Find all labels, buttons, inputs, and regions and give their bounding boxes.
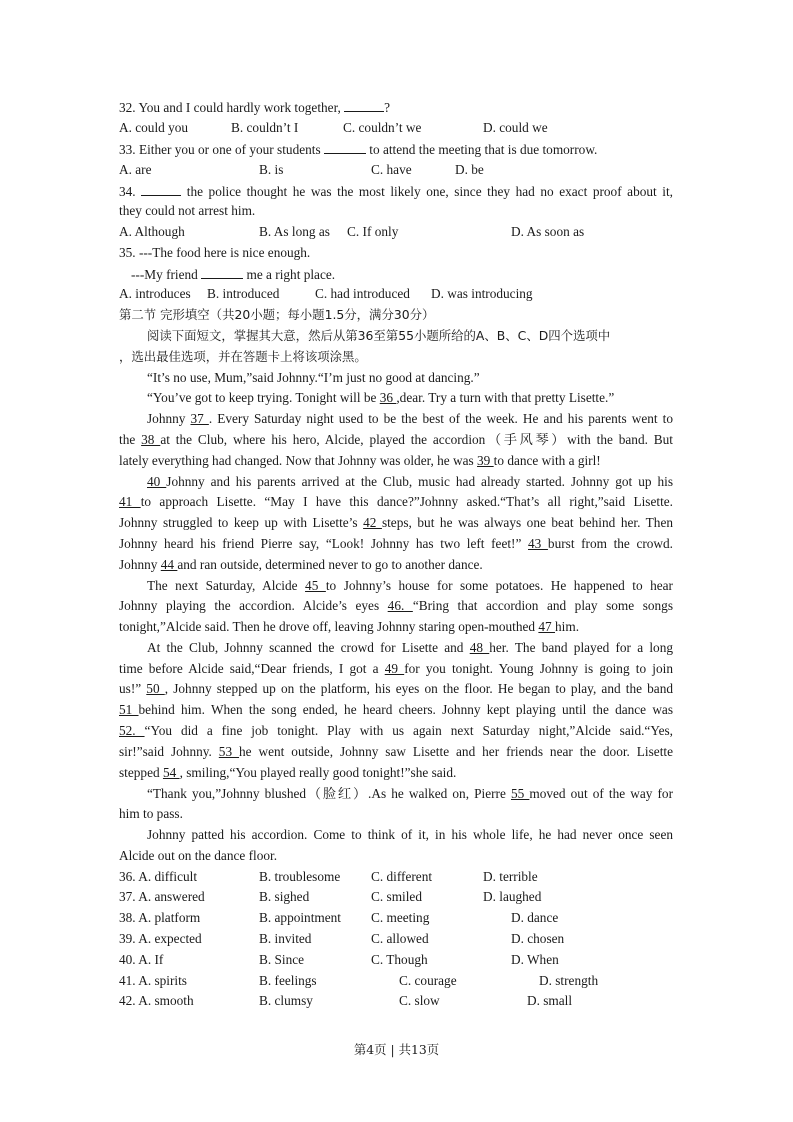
passage-line: sir!”said Johnny. 53 he went outside, Johnny saw Lisette and her friends near the door. Lisette <box>119 744 673 759</box>
option-row-36: 36. A. difficult <box>119 869 198 884</box>
passage-line: Johnny struggled to keep up with Lisette’s 42 steps, but he was always one beat behind her. Then <box>119 515 674 530</box>
passage-line: 51 behind him. When the song ended, he heard cheers. Johnny kept playing until the dance was <box>119 702 673 717</box>
option: B. Since <box>259 952 305 967</box>
option: C. have <box>371 162 412 177</box>
option-row-40: 40. A. If <box>119 952 164 967</box>
option: B. invited <box>259 931 312 946</box>
option: A. are <box>119 162 152 177</box>
section-title: 第二节 完形填空（共20小题；每小题1.5分，满分30分） <box>119 307 435 322</box>
passage-line: Johnny heard his friend Pierre say, “Look! Johnny has two left feet!” 43 burst from the crowd. <box>119 536 674 551</box>
passage-line: lately everything had changed. Now that Johnny was older, he was 39 to dance with a girl! <box>119 453 601 468</box>
option: C. courage <box>399 973 457 988</box>
option: B. troublesome <box>259 869 341 884</box>
answer-blank <box>201 266 243 279</box>
passage-line: stepped 54 , smiling,“You played really good tonight!”she said. <box>119 765 457 780</box>
option: C. allowed <box>371 931 429 946</box>
passage-line: Johnny 37 . Every Saturday night used to be the best of the week. He and his parents went to <box>147 411 673 426</box>
passage-line: him to pass. <box>119 806 183 821</box>
section-instructions: 阅读下面短文，掌握其大意，然后从第36至第55小题所给的A、B、C、D四个选项中 <box>147 328 611 343</box>
option: B. As long as <box>259 224 330 239</box>
passage-line: The next Saturday, Alcide 45 to Johnny’s house for some potatoes. He happened to hear <box>147 578 673 593</box>
option: C. different <box>371 869 433 884</box>
answer-blank <box>344 99 384 112</box>
question-35-reply: ---My friend me a right place. <box>131 267 336 282</box>
option: B. appointment <box>259 910 341 925</box>
passage-line: At the Club, Johnny scanned the crowd for Lisette and 48 her. The band played for a long <box>147 640 674 655</box>
option: D. terrible <box>483 869 538 884</box>
passage-line: “Thank you,”Johnny blushed（脸红）.As he walked on, Pierre 55 moved out of the way for <box>147 786 674 801</box>
option: C. If only <box>347 224 399 239</box>
option-row-41: 41. A. spirits <box>119 973 187 988</box>
answer-blank <box>141 183 181 196</box>
option: D. was introducing <box>431 286 533 301</box>
option: B. introduced <box>207 286 280 301</box>
passage-line: us!” 50 , Johnny stepped up on the platform, his eyes on the floor. He began to play, and the band <box>119 681 673 696</box>
passage-line: tonight,”Alcide said. Then he drove off, leaving Johnny staring open-mouthed 47 him. <box>119 619 580 634</box>
option: D. When <box>511 952 559 967</box>
question-34: 34. the police thought he was the most likely one, since they had no exact proof about it, <box>119 184 673 199</box>
option: D. strength <box>539 973 599 988</box>
passage-line: Alcide out on the dance floor. <box>119 848 278 863</box>
option: B. feelings <box>259 973 317 988</box>
option: C. Though <box>371 952 428 967</box>
option: C. couldn’t we <box>343 120 422 135</box>
passage-line: 40 Johnny and his parents arrived at the Club, music had already started. Johnny got up his <box>147 474 673 489</box>
passage-line: “You’ve got to keep trying. Tonight will be 36 ,dear. Try a turn with that pretty Lisette.” <box>147 390 615 405</box>
option: A. introduces <box>119 286 191 301</box>
section-instructions-cont: ，选出最佳选项，并在答题卡上将该项涂黑。 <box>119 349 367 364</box>
question-33: 33. Either you or one of your students to attend the meeting that is due tomorrow. <box>119 142 598 157</box>
passage-line: Johnny playing the accordion. Alcide’s eyes 46. “Bring that accordion and play some songs <box>119 598 673 613</box>
option: C. slow <box>399 993 440 1008</box>
option: D. laughed <box>483 889 542 904</box>
option: B. couldn’t I <box>231 120 299 135</box>
option-row-38: 38. A. platform <box>119 910 201 925</box>
question-34-cont: they could not arrest him. <box>119 203 256 218</box>
option: C. smiled <box>371 889 422 904</box>
question-35: 35. ---The food here is nice enough. <box>119 245 311 260</box>
option: D. be <box>455 162 484 177</box>
page-footer: 第4页 | 共13页 <box>353 1042 440 1057</box>
option: B. clumsy <box>259 993 313 1008</box>
option-row-39: 39. A. expected <box>119 931 202 946</box>
option: B. is <box>259 162 284 177</box>
option: D. small <box>527 993 573 1008</box>
passage-line: “It’s no use, Mum,”said Johnny.“I’m just no good at dancing.” <box>147 370 480 385</box>
option: D. could we <box>483 120 548 135</box>
option-row-42: 42. A. smooth <box>119 993 194 1008</box>
passage-line: time before Alcide said,“Dear friends, I got a 49 for you tonight. Young Johnny is going to join <box>119 661 673 676</box>
question-32: 32. You and I could hardly work together, ? <box>119 100 391 115</box>
passage-line: Johnny 44 and ran outside, determined never to go to another dance. <box>119 557 483 572</box>
passage-line: Johnny patted his accordion. Come to think of it, in his whole life, he had never once seen <box>147 827 673 842</box>
passage-line: 52. “You did a fine job tonight. Play with us again next Saturday night,”Alcide said.“Yes, <box>119 723 673 738</box>
option: B. sighed <box>259 889 310 904</box>
option: D. dance <box>511 910 559 925</box>
passage-line: the 38 at the Club, where his hero, Alcide, played the accordion（手风琴）with the band. But <box>119 432 674 447</box>
option: A. could you <box>119 120 189 135</box>
answer-blank <box>324 141 366 154</box>
option: D. As soon as <box>511 224 585 239</box>
passage-line: 41 to approach Lisette. “May I have this dance?”Johnny asked.“That’s all right,”said Lisette. <box>119 494 673 509</box>
option-row-37: 37. A. answered <box>119 889 205 904</box>
option: A. Although <box>119 224 185 239</box>
option: C. had introduced <box>315 286 410 301</box>
option: D. chosen <box>511 931 565 946</box>
option: C. meeting <box>371 910 430 925</box>
